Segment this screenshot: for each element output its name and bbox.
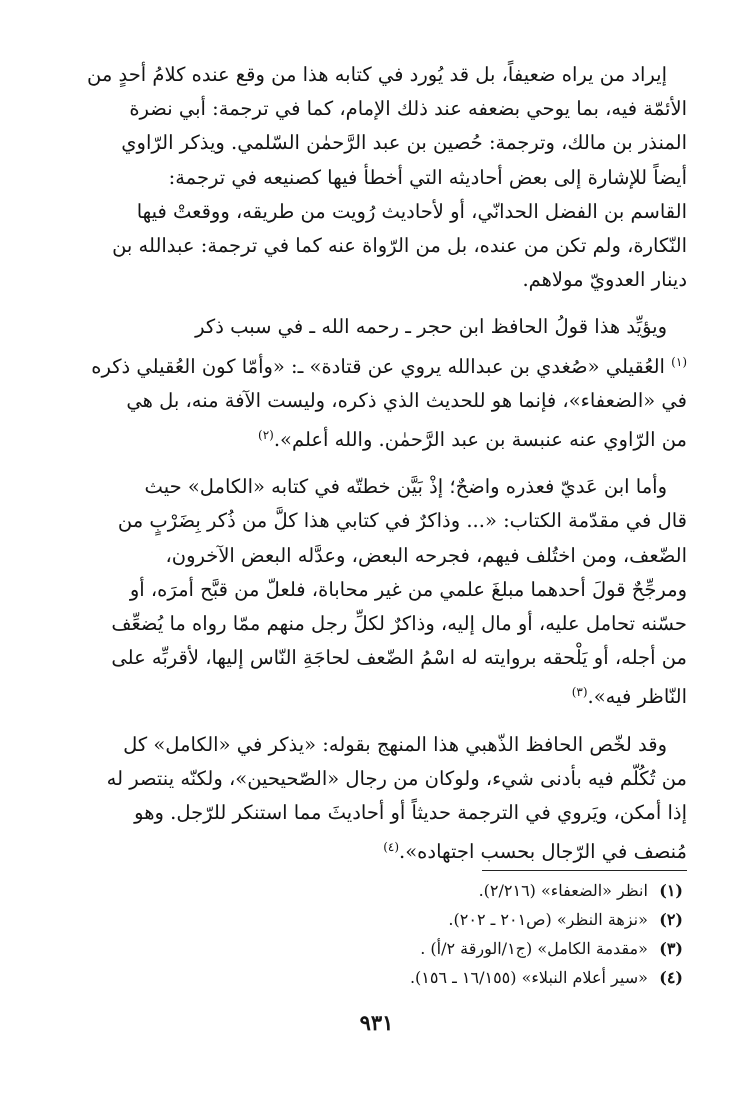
text-line: في «الضعفاء»، فإنما هو للحديث الذي ذكره، وليست الآفة منه، بل هي bbox=[126, 388, 687, 412]
footnote-number: (٤) bbox=[659, 968, 683, 987]
paragraph-4 bbox=[70, 728, 687, 870]
text-line: إذا أمكن، ويَروي في الترجمة حديثاً أو أحاديثَ مما استنكر للرّجل. وهو bbox=[134, 801, 687, 825]
footnote-item bbox=[70, 876, 683, 905]
text-line: دينار العدويّ مولاهم. bbox=[522, 268, 687, 292]
footnote-item bbox=[70, 905, 683, 934]
text-line-with-ref bbox=[70, 345, 687, 384]
footnote-item bbox=[70, 963, 683, 992]
paragraph-2 bbox=[70, 310, 687, 457]
text-line: المنذر بن مالك، وترجمة: حُصين بن عبد الرَّحمٰن السّلمي. ويذكر الرّاوي bbox=[121, 131, 687, 155]
text-line: ومرجِّحٌ قولَ أحدهما مبلغَ علمي من غير محاباة، فلعلّ من قبَّح أمرَه، أو bbox=[129, 577, 687, 601]
text-line: قال في مقدّمة الكتاب: «... وذاكرٌ في كتابي هذا كلَّ من ذُكر بِضَرْبٍ من bbox=[117, 509, 687, 533]
text-line: النّكارة، ولم تكن من عنده، بل من الرّواة عنه كما في ترجمة: عبدالله بن bbox=[112, 234, 687, 258]
footnotes bbox=[70, 876, 683, 992]
text-line-with-ref bbox=[70, 418, 687, 457]
paragraph-3 bbox=[70, 470, 687, 714]
text-line: حسّنه تحامل عليه، أو مال إليه، وذاكرٌ لكلِّ رجل منهم ممّا رواه ما يُضعِّف bbox=[111, 612, 687, 636]
text-line-with-ref bbox=[70, 830, 687, 869]
text-line: مُنصف في الرّجال بحسب اجتهاده». bbox=[399, 840, 687, 864]
footnote-text: «نزهة النظر» (ص٢٠١ ـ ٢٠٢). bbox=[448, 910, 648, 929]
footnote-text: «سير أعلام النبلاء» (١٦/١٥٥ ـ ١٥٦). bbox=[409, 968, 648, 987]
text-line: أيضاً للإشارة إلى بعض أحاديثه التي أخطأ فيها كصنيعه في ترجمة: bbox=[168, 165, 687, 189]
text-line: الأئمّة فيه، بما يوحي بضعفه عند ذلك الإمام، كما في ترجمة: أبي نضرة bbox=[129, 97, 687, 121]
footnote-number: (٢) bbox=[659, 910, 683, 929]
paragraph-1 bbox=[70, 58, 687, 297]
text-line: وقد لخّص الحافظ الذّهبي هذا المنهج بقوله: «يذكر في «الكامل» كل bbox=[123, 732, 667, 756]
footnote-item bbox=[70, 934, 683, 963]
text-line: النّاظر فيه». bbox=[587, 685, 687, 709]
text-line: القاسم بن الفضل الحدانّي، أو لأحاديث رُويت من طريقه، ووقعتْ فيها bbox=[136, 199, 687, 223]
text-line: من تُكُلّم فيه بأدنى شيء، ولوكان من رجال «الصّحيحين»، ولكنّه ينتصر له bbox=[106, 766, 687, 790]
text-line: العُقيلي «صُغدي بن عبدالله يروي عن قتادة» ـ: «وأمّا كون العُقيلي ذكره bbox=[91, 354, 665, 378]
page-number: ٩٣١ bbox=[359, 1010, 394, 1035]
text-line: إيراد من يراه ضعيفاً، بل قد يُورد في كتابه هذا من وقع عنده كلامُ أحدٍ من bbox=[87, 63, 667, 86]
footnote-ref[interactable]: (١) bbox=[671, 354, 687, 369]
footnote-number: (١) bbox=[659, 881, 683, 900]
footnote-ref[interactable]: (٤) bbox=[383, 840, 400, 855]
text-line: ويؤيِّد هذا قولُ الحافظ ابن حجر ـ رحمه الله ـ في سبب ذكر bbox=[195, 315, 667, 339]
text-line: من أجله، أو يَلْحقه بروايته له اسْمُ الضّعف لحاجَةِ النّاس إليها، لأقربِّه على bbox=[111, 646, 687, 670]
footnote-divider bbox=[482, 870, 687, 871]
footnote-ref[interactable]: (٣) bbox=[571, 685, 588, 700]
text-line: وأما ابن عَديّ فعذره واضحٌ؛ إذْ بَيَّن خطتّه في كتابه «الكامل» حيث bbox=[144, 475, 667, 499]
footnote-text: «مقدمة الكامل» (ج١/الورقة ٢/أ) . bbox=[420, 939, 648, 958]
footnote-number: (٣) bbox=[659, 939, 683, 958]
footnote-ref[interactable]: (٢) bbox=[258, 428, 274, 443]
text-line: من الرّاوي عنه عنبسة بن عبد الرَّحمٰن. والله أعلم». bbox=[273, 428, 687, 452]
text-line: الضّعف، ومن اختُلف فيهم، فجرحه البعض، وعدَّله البعض الآخرون، bbox=[165, 543, 687, 567]
text-line-with-ref bbox=[70, 675, 687, 714]
footnote-text: انظر «الضعفاء» (٢/٢١٦). bbox=[478, 881, 648, 900]
